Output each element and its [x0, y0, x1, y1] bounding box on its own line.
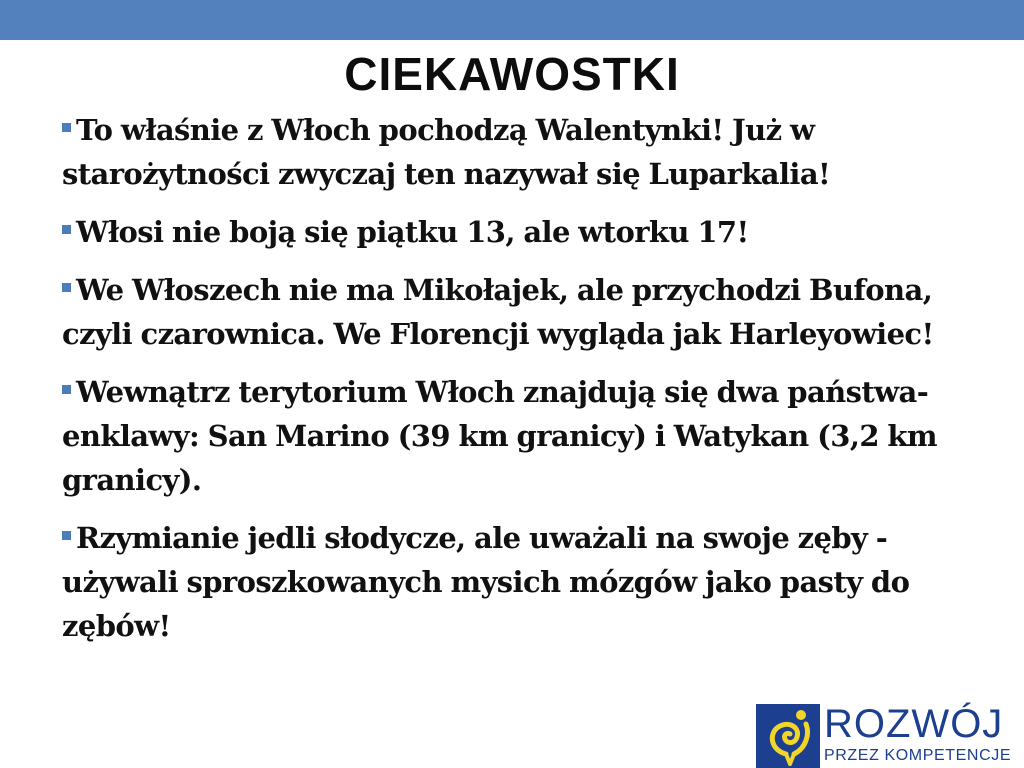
- bullet-text: We Włoszech nie ma Mikołajek, ale przychodzi Bufona, czyli czarownica. We Florencji wygląda jak Harleyowiec!: [62, 273, 934, 351]
- bullet-item: [62, 210, 982, 254]
- bullet-text: To właśnie z Włoch pochodzą Walentynki! Już w starożytności zwyczaj ten nazywał się Luparkalia!: [62, 113, 831, 191]
- bullet-item: [62, 516, 982, 648]
- bullet-item: [62, 268, 982, 356]
- bullet-marker-icon: [62, 283, 71, 292]
- bullet-marker-icon: [62, 385, 71, 394]
- bullet-list: [62, 108, 982, 662]
- bullet-text: Włosi nie boją się piątku 13, ale wtorku 17!: [76, 215, 749, 249]
- spiral-figure-icon: [756, 704, 820, 768]
- top-bar: [0, 0, 1024, 40]
- slide-title: CIEKAWOSTKI: [344, 48, 680, 100]
- bullet-marker-icon: [62, 531, 71, 540]
- bullet-item: [62, 108, 982, 196]
- logo-wordmark: ROZWÓJ: [824, 702, 1004, 746]
- rozwoj-logo: [752, 704, 1024, 768]
- bullet-text: Rzymianie jedli słodycze, ale uważali na swoje zęby - używali sproszkowanych mysich mózgów jako pasty do zębów!: [62, 521, 910, 643]
- bullet-marker-icon: [62, 123, 71, 132]
- logo-tagline: PRZEZ KOMPETENCJE: [824, 747, 1012, 764]
- bullet-marker-icon: [62, 225, 71, 234]
- bullet-item: [62, 370, 982, 502]
- bullet-text: Wewnątrz terytorium Włoch znajdują się dwa państwa- enklawy: San Marino (39 km granicy) i Watykan (3,2 km granicy).: [62, 375, 938, 497]
